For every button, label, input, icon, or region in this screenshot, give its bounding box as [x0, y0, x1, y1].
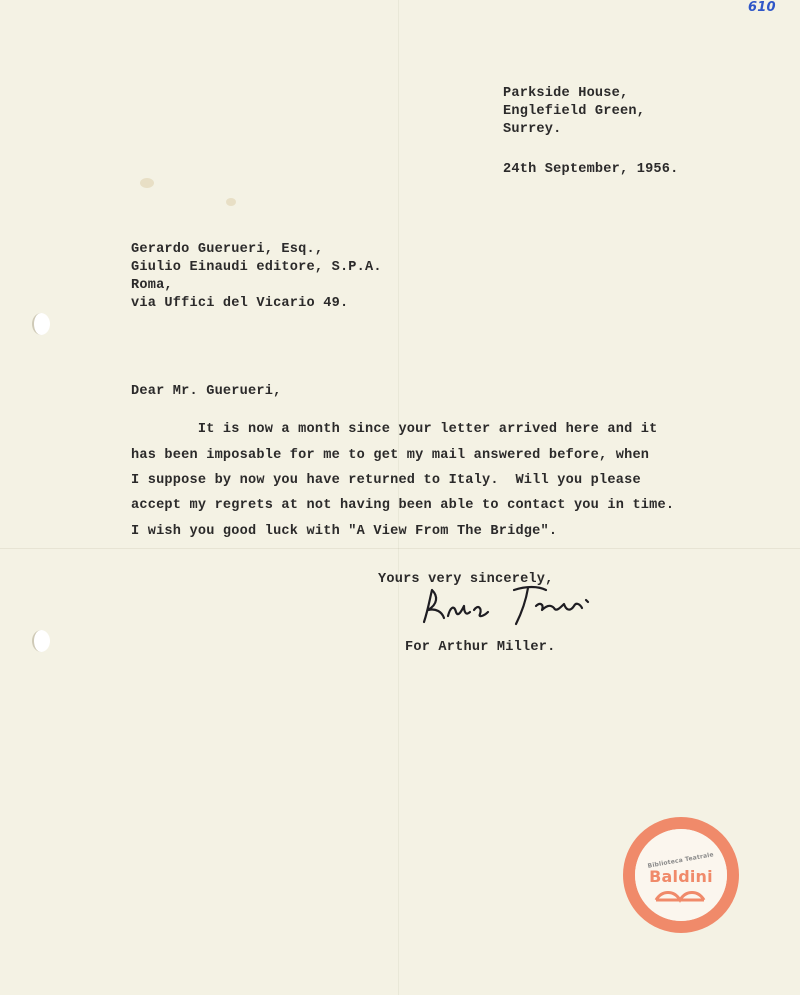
punch-hole-bottom	[32, 630, 50, 652]
recipient-line-4: via Uffici del Vicario 49.	[131, 296, 349, 311]
handwritten-signature	[418, 582, 608, 632]
closing: Yours very sincerely,	[378, 572, 554, 587]
recipient-line-2: Giulio Einaudi editore, S.P.A.	[131, 260, 382, 275]
body-line-2: has been imposable for me to get my mail answered before, when	[131, 448, 650, 463]
stamp-top-text: Biblioteca Teatrale	[647, 851, 715, 870]
body-line-3: I suppose by now you have returned to Italy. Will you please	[131, 473, 641, 488]
letter-date: 24th September, 1956.	[503, 162, 679, 177]
address-line-2: Englefield Green,	[503, 104, 646, 119]
address-line-3: Surrey.	[503, 122, 562, 137]
recipient-line-1: Gerardo Guerueri, Esq.,	[131, 242, 324, 257]
address-line-1: Parkside House,	[503, 86, 629, 101]
salutation: Dear Mr. Guerueri,	[131, 384, 282, 399]
baldini-archive-stamp	[622, 816, 740, 934]
body-line-4: accept my regrets at not having been able to contact you in time.	[131, 498, 675, 513]
paper-stain	[140, 178, 154, 188]
fold-line-horizontal	[0, 548, 800, 549]
body-line-5: I wish you good luck with "A View From The Bridge".	[131, 524, 558, 539]
stamp-name: Baldini	[649, 867, 713, 886]
punch-hole-top	[32, 313, 50, 335]
paper-stain	[226, 198, 236, 206]
signoff: For Arthur Miller.	[405, 640, 556, 655]
recipient-line-3: Roma,	[131, 278, 173, 293]
archive-number: 610	[748, 0, 776, 15]
body-line-1: It is now a month since your letter arrived here and it	[131, 422, 658, 437]
